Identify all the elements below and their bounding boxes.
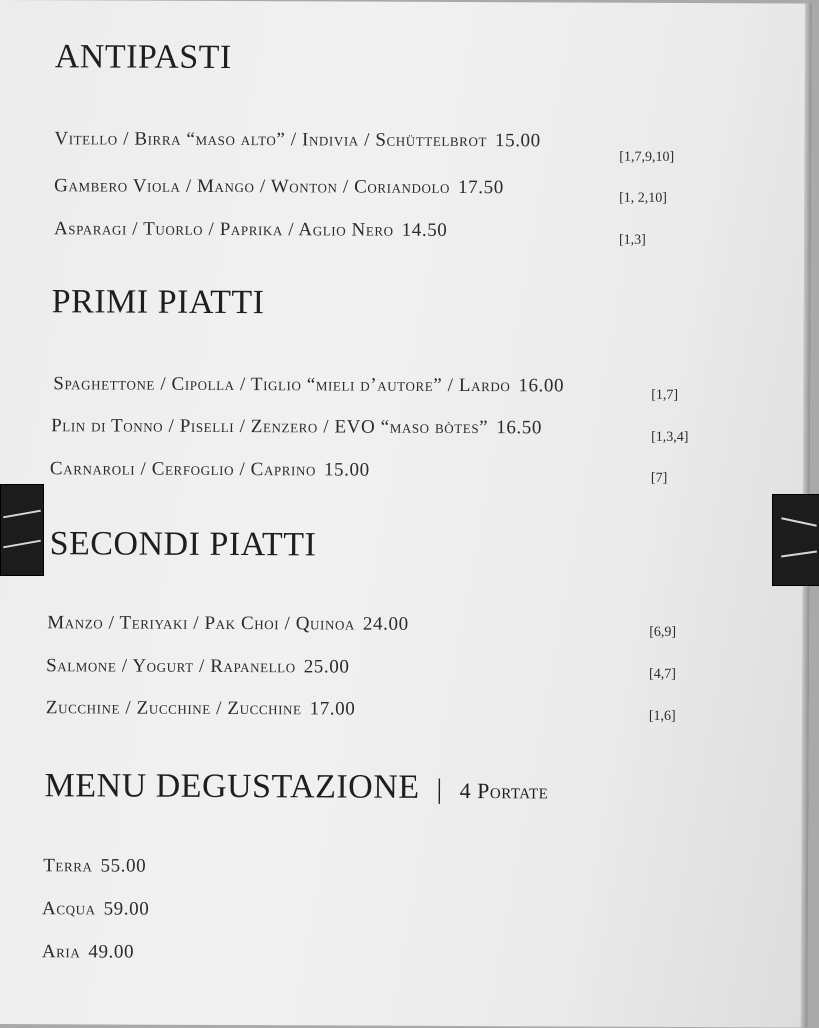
title-separator: | <box>436 773 443 805</box>
menu-item <box>46 697 356 720</box>
menu-item <box>54 218 448 242</box>
item-allergens: [6,9] <box>649 624 677 640</box>
menu-item <box>46 655 349 678</box>
item-name: Vitello / Birra “maso alto” / Indivia / Schüttelbrot <box>54 128 488 152</box>
item-name: Zucchine / Zucchine / Zucchine <box>45 697 302 720</box>
right-binder-clip <box>772 494 819 586</box>
tasting-item <box>42 941 134 963</box>
item-name: Salmone / Yogurt / Rapanello <box>46 655 296 678</box>
item-price: 55.00 <box>100 855 147 877</box>
item-price: 15.00 <box>323 459 370 481</box>
antipasti-title: ANTIPASTI <box>54 38 232 77</box>
item-price: 17.00 <box>309 698 356 720</box>
item-allergens: [1,3] <box>618 232 646 248</box>
degustazione-subtitle: 4 Portate <box>459 778 549 804</box>
menu-item <box>54 128 540 152</box>
item-name: Acqua <box>41 898 96 920</box>
item-name: Gambero Viola / Mango / Wonton / Coriandolo <box>54 175 451 198</box>
item-allergens: [1, 2,10] <box>619 190 668 206</box>
item-allergens: [1,7,9,10] <box>619 149 675 165</box>
item-allergens: [4,7] <box>649 666 676 682</box>
menu-item <box>50 458 370 481</box>
item-price: 17.50 <box>458 177 504 199</box>
item-price: 16.00 <box>518 375 565 397</box>
item-name: Spaghettone / Cipolla / Tiglio “mieli d’autore” / Lardo <box>53 373 511 397</box>
menu-item <box>53 373 564 397</box>
degustazione-title: MENU DEGUSTAZIONE <box>44 767 420 806</box>
item-price: 25.00 <box>303 656 350 678</box>
item-price: 49.00 <box>88 941 135 963</box>
item-price: 14.50 <box>401 219 448 241</box>
item-name: Carnaroli / Cerfoglio / Caprino <box>49 458 317 481</box>
menu-item <box>51 415 542 439</box>
item-name: Manzo / Teriyaki / Pak Choi / Quinoa <box>47 612 355 635</box>
item-name: Plin di Tonno / Piselli / Zenzero / EVO “maso bòtes” <box>51 415 489 439</box>
tasting-item <box>43 855 146 877</box>
item-price: 16.50 <box>496 417 543 439</box>
item-allergens: [7] <box>650 470 668 486</box>
tasting-item <box>42 898 149 920</box>
primi-title: PRIMI PIATTI <box>51 283 265 322</box>
item-name: Asparagi / Tuorlo / Paprika / Aglio Nero <box>53 218 394 241</box>
menu-item <box>54 175 504 199</box>
item-allergens: [1,6] <box>648 708 676 724</box>
item-name: Aria <box>41 941 81 963</box>
item-price: 15.00 <box>494 130 541 152</box>
secondi-title: SECONDI PIATTI <box>49 525 317 564</box>
degustazione-header <box>44 767 548 807</box>
menu-item <box>47 612 409 636</box>
item-name: Terra <box>43 855 93 877</box>
item-price: 59.00 <box>103 898 150 920</box>
item-allergens: [1,7] <box>651 387 679 403</box>
item-allergens: [1,3,4] <box>651 429 689 446</box>
item-price: 24.00 <box>362 613 409 635</box>
left-binder-clip <box>0 484 44 576</box>
